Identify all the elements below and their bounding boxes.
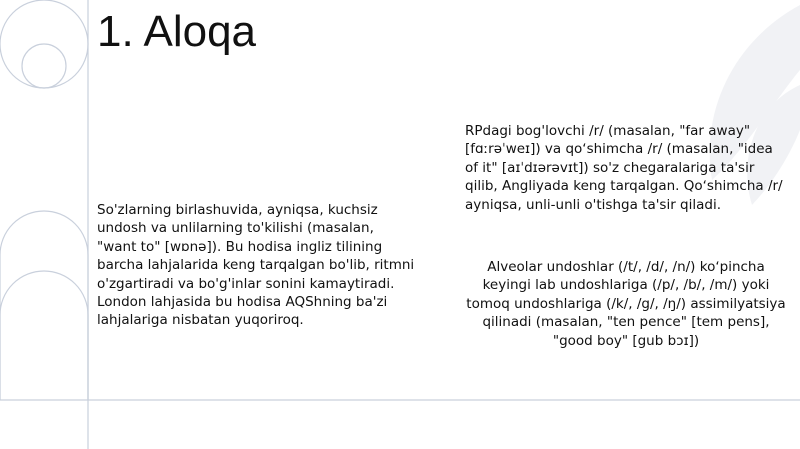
decorative-arch-upper <box>0 211 88 400</box>
page-title: 1. Aloqa <box>97 7 257 56</box>
paragraph-assimilation: Alveolar undoshlar (/t/, /d/, /n/) koʻpincha keyingi lab undoshlariga (/p/, /b/, /m/) yoki tomoq undoshlariga (/k/, /g/, /ŋ/) assimilyatsiya qilinadi (masalan, "ten pence" [tem pens], "good boy" [gub bɔɪ]) <box>466 259 786 349</box>
decorative-circle-small <box>22 44 66 88</box>
decorative-arch-lower <box>0 271 88 400</box>
paragraph-elision: So'zlarning birlashuvida, ayniqsa, kuchsiz undosh va unlilarning to'kilishi (masalan, "want to" [wɒnə]). Bu hodisa ingliz tilining barcha lahjalarida keng tarqalgan bo'lib, ritmni o'zgartiradi va bo'g'inlar sonini kamaytiradi. London lahjasida bu hodisa AQShning ba'zi lahjalariga nisbatan yuqoriroq. <box>97 202 415 329</box>
paragraph-linking-r: RPdagi bog'lovchi /r/ (masalan, "far away" [fɑːrəˈweɪ]) va qoʻshimcha /r/ (masalan, "idea of it" [aɪˈdɪərəvɪt]) so'z chegaralariga ta'sir qilib, Angliyada keng tarqalgan. Qoʻshimcha /r/ ayniqsa, unli-unli o'tishga ta'sir qiladi. <box>465 123 783 213</box>
